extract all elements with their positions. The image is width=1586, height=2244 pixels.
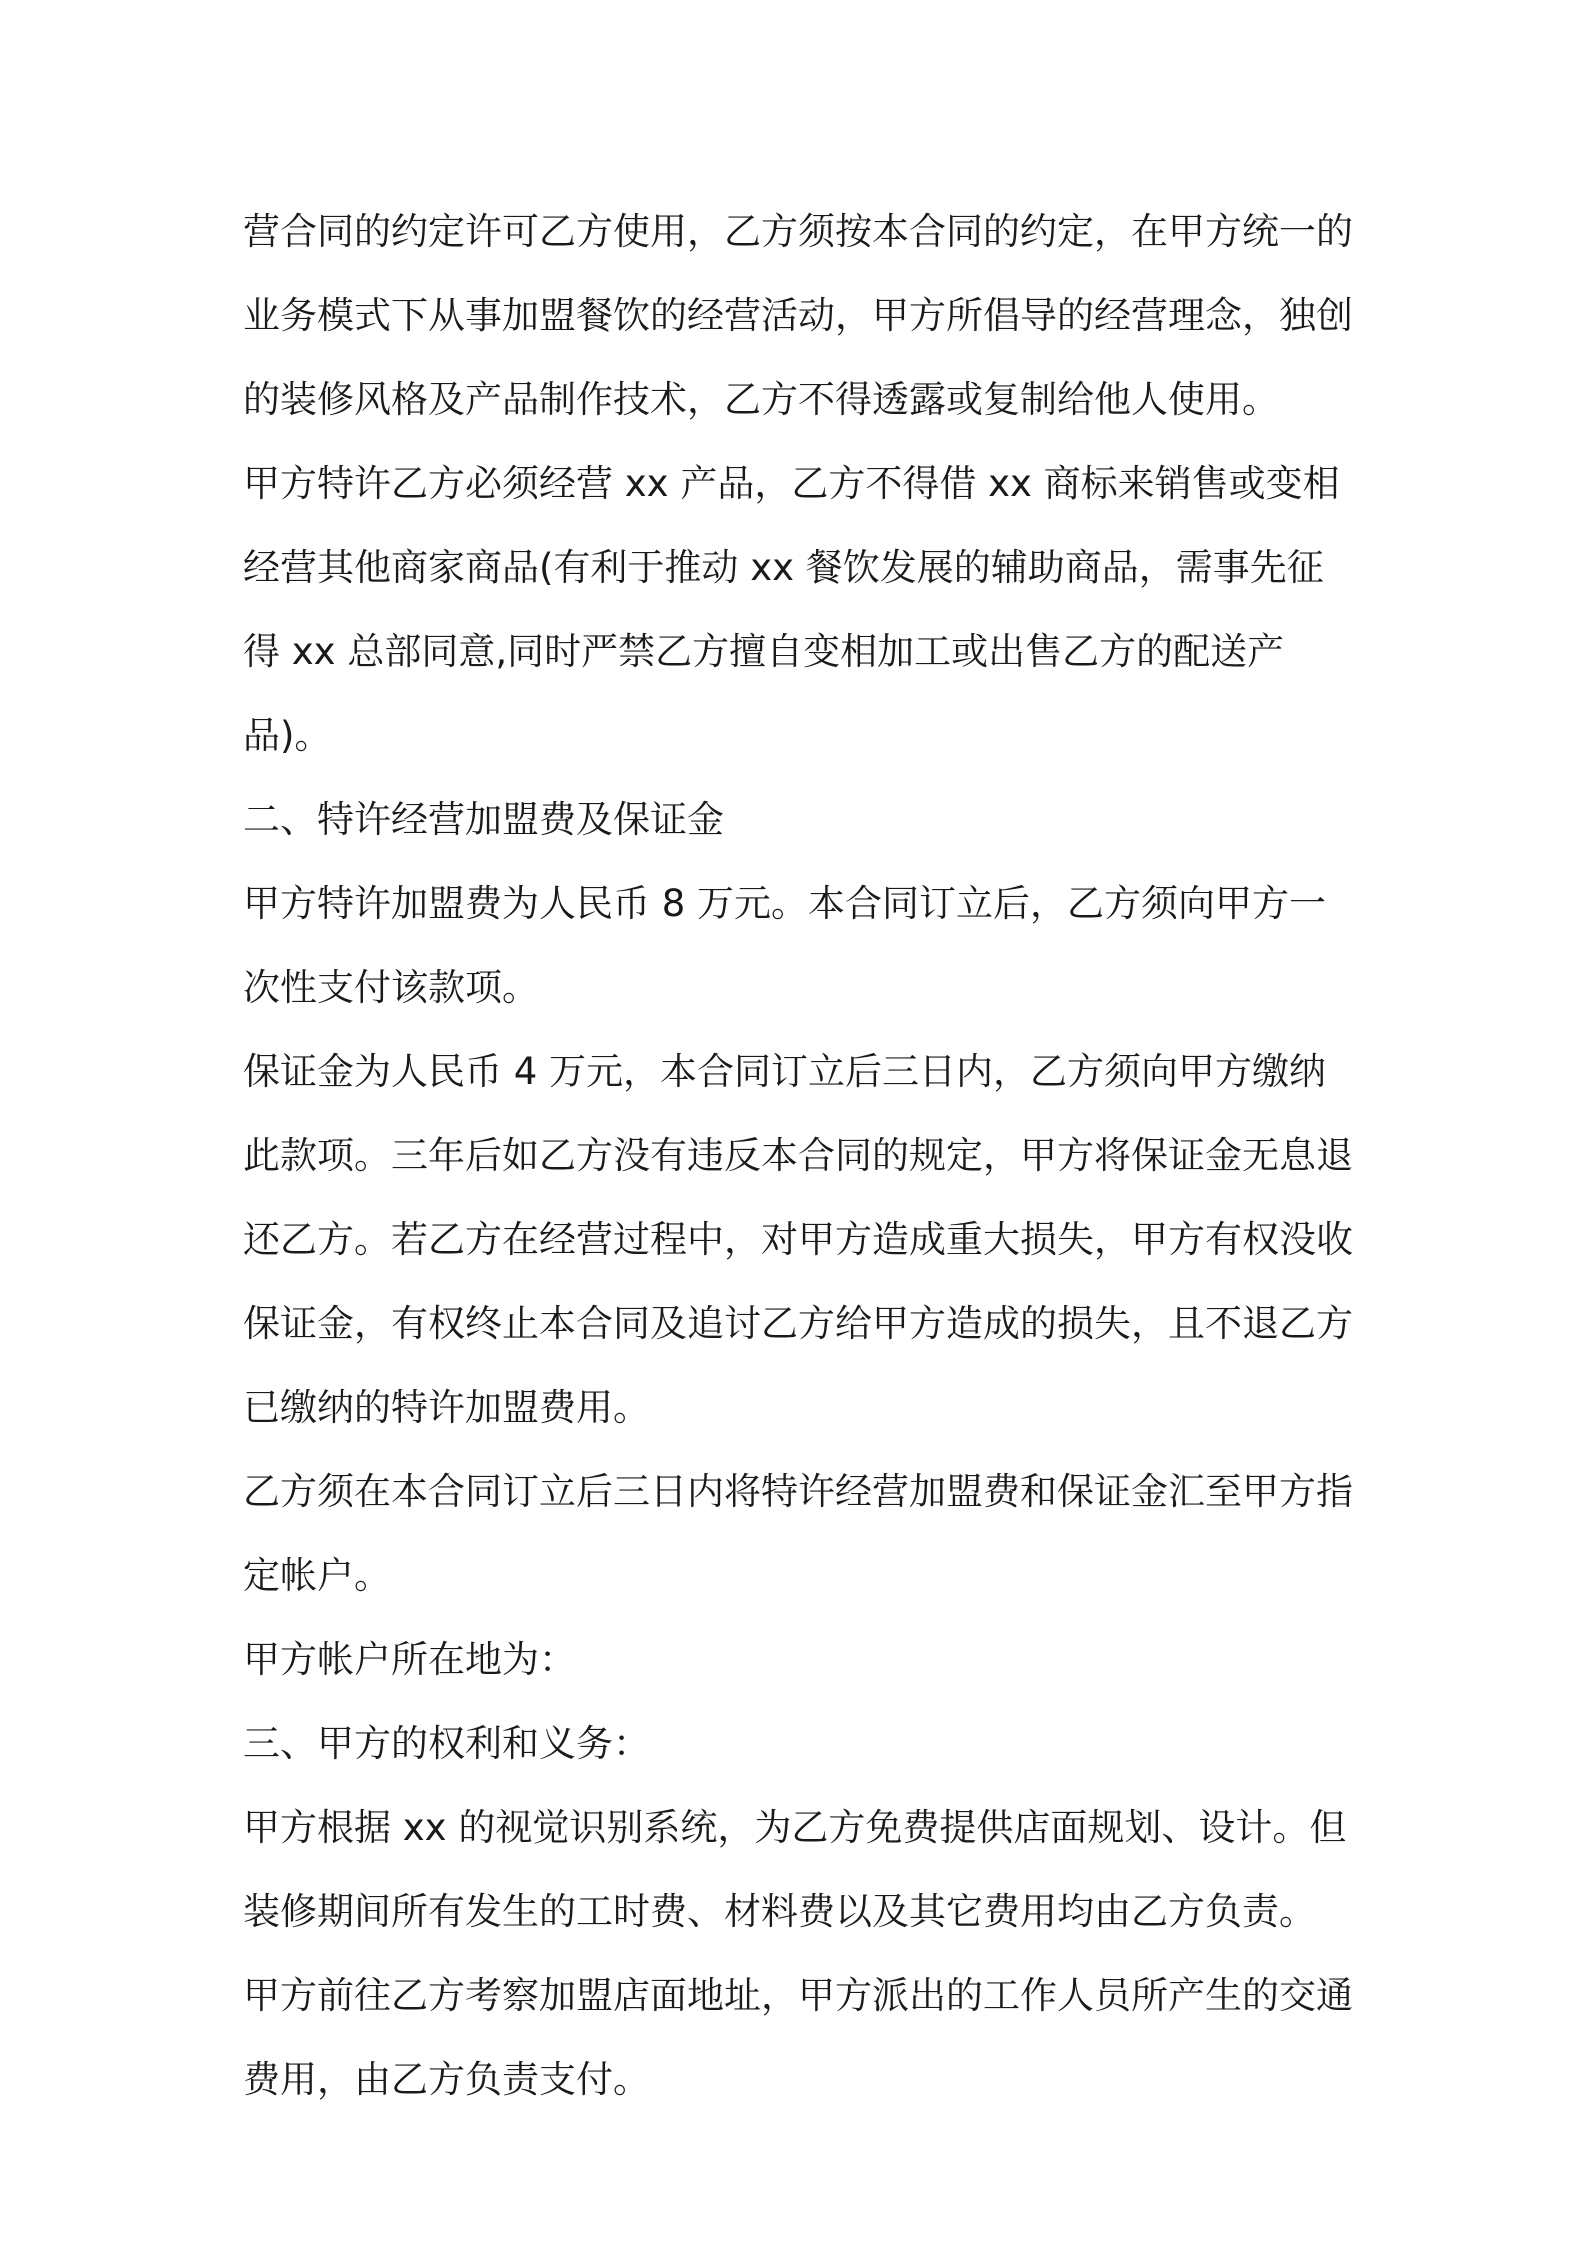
paragraph-travel-costs: 甲方前往乙方考察加盟店面地址，甲方派出的工作人员所产生的交通费用，由乙方负责支付。 [243,1974,1353,2101]
paragraph-deposit: 保证金为人民币 4 万元，本合同订立后三日内，乙方须向甲方缴纳此款项。三年后如乙方没有违反本合同的规定，甲方将保证金无息退还乙方。若乙方在经营过程中，对甲方造成重大损失，甲方有权没收保证金，有权终止本合同及追讨乙方给甲方造成的损失，且不退乙方已缴纳的特许加盟费用。 [243,1050,1353,1429]
paragraph-product-restriction: 甲方特许乙方必须经营 xx 产品，乙方不得借 xx 商标来销售或变相经营其他商家商品(有利于推动 xx 餐饮发展的辅助商品，需事先征得 xx 总部同意,同时严禁乙方擅自变相加工或出售乙方的配送产品)。 [243,462,1340,757]
paragraph-license-terms: 营合同的约定许可乙方使用，乙方须按本合同的约定，在甲方统一的业务模式下从事加盟餐饮的经营活动，甲方所倡导的经营理念，独创的装修风格及产品制作技术，乙方不得透露或复制给他人使用。 [243,210,1353,421]
paragraph-store-design: 甲方根据 xx 的视觉识别系统，为乙方免费提供店面规划、设计。但装修期间所有发生的工时费、材料费以及其它费用均由乙方负责。 [243,1806,1347,1933]
section-heading-fees: 二、特许经营加盟费及保证金 [243,798,724,841]
paragraph-account-location: 甲方帐户所在地为： [243,1638,576,1681]
paragraph-payment-account: 乙方须在本合同订立后三日内将特许经营加盟费和保证金汇至甲方指定帐户。 [243,1470,1353,1597]
document-body [243,190,1353,2122]
paragraph-franchise-fee: 甲方特许加盟费为人民币 8 万元。本合同订立后，乙方须向甲方一次性支付该款项。 [243,882,1327,1009]
section-heading-rights: 三、甲方的权利和义务： [243,1722,650,1765]
